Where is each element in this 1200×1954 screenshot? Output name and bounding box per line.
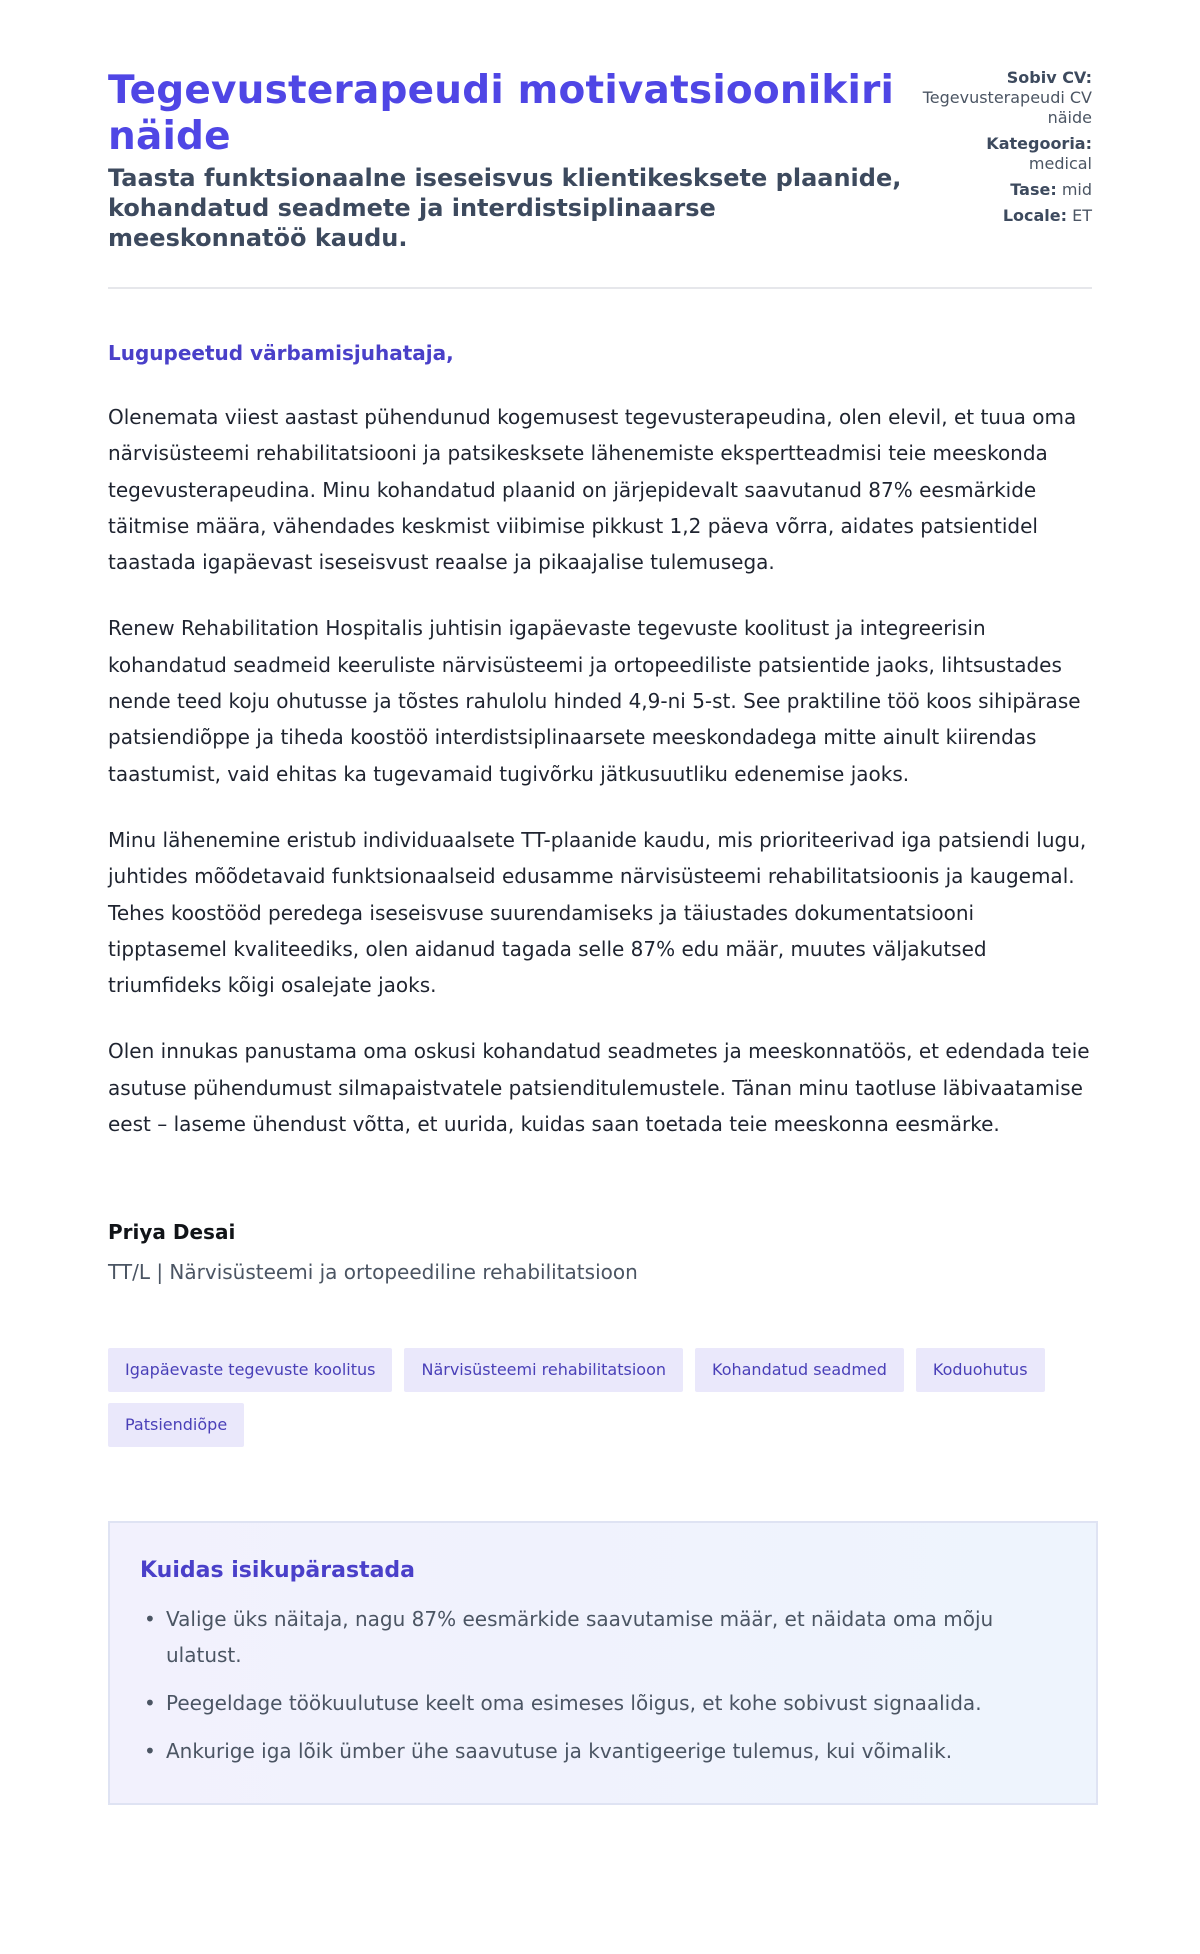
page-subtitle: Taasta funktsionaalne iseseisvus klientikesksete plaanide, kohandatud seadmete ja interdistsiplinaarse meeskonnatöö kaudu. bbox=[108, 164, 902, 252]
header-titles bbox=[108, 68, 908, 253]
tip-item bbox=[140, 1733, 1066, 1769]
meta-category-value: medical bbox=[1028, 154, 1092, 173]
meta-level bbox=[912, 180, 1092, 200]
meta-category bbox=[912, 134, 1092, 174]
tip-text: Peegeldage töökuulutuse keelt oma esimeses lõigus, et kohe sobivust signaalida. bbox=[166, 1691, 982, 1716]
page-header bbox=[108, 68, 1092, 289]
meta-panel bbox=[912, 68, 1092, 232]
signature-name: Priya Desai bbox=[108, 1220, 236, 1245]
page-title: Tegevusterapeudi motivatsioonikiri näide bbox=[108, 68, 895, 159]
bullet-icon: • bbox=[144, 1607, 156, 1632]
meta-locale-value: ET bbox=[1072, 206, 1092, 225]
salutation: Lugupeetud värbamisjuhataja, bbox=[108, 341, 454, 365]
tag-neuro-rehab[interactable]: Närvisüsteemi rehabilitatsioon bbox=[404, 1348, 683, 1392]
signature-block bbox=[108, 1218, 1092, 1286]
meta-locale-label: Locale: bbox=[1002, 206, 1068, 225]
meta-cv-value: Tegevusterapeudi CV näide bbox=[922, 88, 1092, 127]
tag-home-safety[interactable]: Koduohutus bbox=[916, 1348, 1045, 1392]
tag-adl-training[interactable]: Igapäevaste tegevuste koolitus bbox=[108, 1348, 392, 1392]
bullet-icon: • bbox=[144, 1739, 156, 1764]
meta-cv-label: Sobiv CV: bbox=[1006, 68, 1092, 87]
meta-level-value: mid bbox=[1061, 180, 1092, 199]
skill-tags bbox=[108, 1348, 1098, 1447]
letter-body bbox=[108, 339, 1092, 1142]
tip-text: Valige üks näitaja, nagu 87% eesmärkide saavutamise määr, et näidata oma mõju ulatust. bbox=[166, 1607, 994, 1668]
letter-paragraph-4: Olen innukas panustama oma oskusi kohandatud seadmetes ja meeskonnatöös, et edendada teie asutuse pühendumust silmapaistvatele patsienditulemustele. Tänan minu taotluse läbivaatamise eest – laseme ühendust võtta, et uurida, kuidas saan toetada teie meeskonna eesmärke. bbox=[108, 1039, 1090, 1137]
signature-title: TT/L | Närvisüsteemi ja ortopeediline rehabilitatsioon bbox=[108, 1260, 638, 1285]
bullet-icon: • bbox=[144, 1691, 156, 1716]
tip-item bbox=[140, 1685, 1066, 1721]
tips-title: Kuidas isikupärastada bbox=[140, 1558, 416, 1584]
tips-list bbox=[140, 1601, 1066, 1769]
letter-paragraph-1: Olenemata viiest aastast pühendunud kogemusest tegevusterapeudina, olen elevil, et tuua oma närvisüsteemi rehabilitatsiooni ja patsikesksete lähenemiste ekspertteadmisi teie meeskonda tegevusterapeudina. Minu kohandatud plaanid on järjepidevalt saavutanud 87% eesmärkide täitmise määra, vähendades keskmist viibimise pikkust 1,2 päeva võrra, aidates patsientidel taastada igapäevast iseseisvust reaalse ja pikaajalise tulemusega. bbox=[108, 405, 1077, 575]
meta-cv bbox=[912, 68, 1092, 128]
tag-patient-education[interactable]: Patsiendiõpe bbox=[108, 1403, 244, 1447]
letter-paragraph-2: Renew Rehabilitation Hospitalis juhtisin igapäevaste tegevuste koolitust ja integreerisin kohandatud seadmeid keeruliste närvisüsteemi ja ortopeediliste patsientide jaoks, lihtsustades nende teed koju ohutusse ja tõstes rahulolu hinded 4,9-ni 5-st. See praktiline töö koos sihipärase patsiendiõppe ja tiheda koostöö interdistsiplinaarsete meeskondadega mitte ainult kiirendas taastumist, vaid ehitas ka tugevamaid tugivõrku jätkusuutliku edenemise jaoks. bbox=[108, 616, 1081, 786]
meta-locale bbox=[912, 206, 1092, 226]
letter-paragraph-3: Minu lähenemine eristub individuaalsete TT-plaanide kaudu, mis prioriteerivad iga patsiendi lugu, juhtides mõõdetavaid funktsionaalseid edusamme närvisüsteemi rehabilitatsioonis ja kaugemal. Tehes koostööd peredega iseseisvuse suurendamiseks ja täiustades dokumentatsiooni tipptasemel kvaliteediks, olen aidanud tagada selle 87% edu määr, muutes väljakutsed triumfideks kõigi osalejate jaoks. bbox=[108, 827, 1087, 998]
meta-level-label: Tase: bbox=[1010, 180, 1057, 199]
tag-adaptive-equipment[interactable]: Kohandatud seadmed bbox=[695, 1348, 904, 1392]
tip-item bbox=[140, 1601, 1066, 1673]
personalization-tips bbox=[108, 1521, 1098, 1805]
tip-text: Ankurige iga lõik ümber ühe saavutuse ja kvantigeerige tulemus, kui võimalik. bbox=[166, 1739, 953, 1764]
meta-category-label: Kategooria: bbox=[986, 134, 1092, 153]
